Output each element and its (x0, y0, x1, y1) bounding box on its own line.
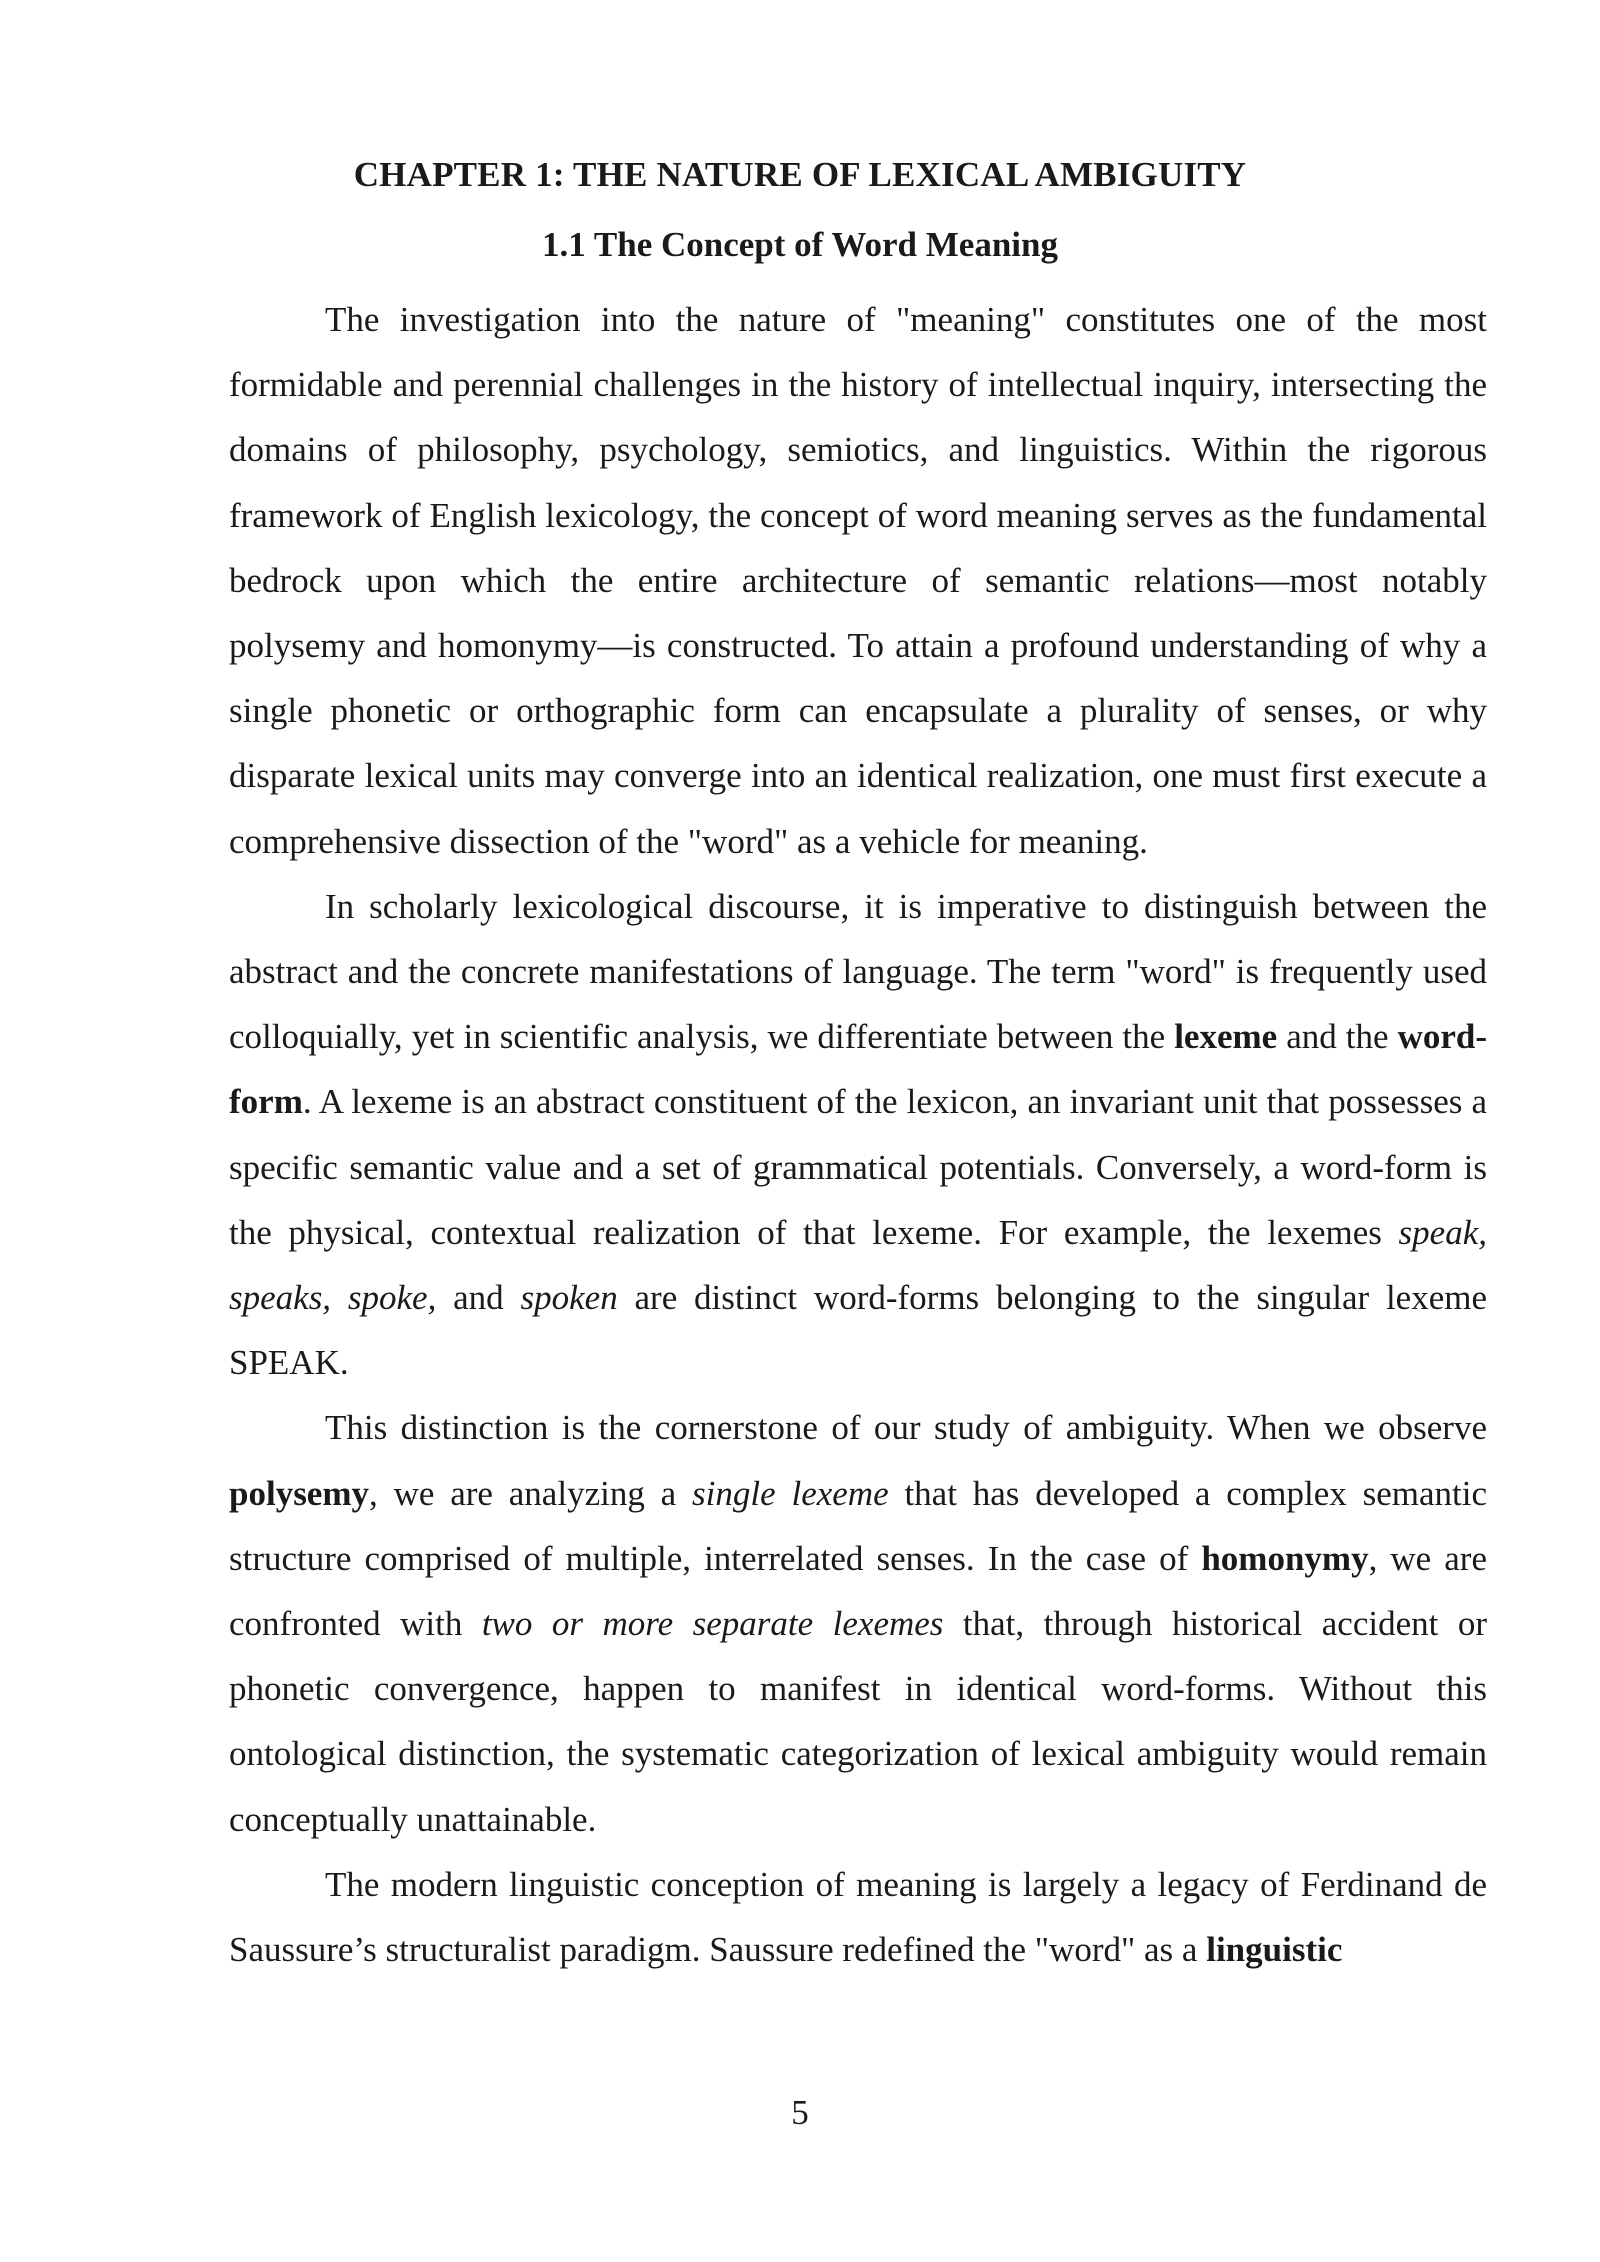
paragraph-2-text-2: and the (1277, 1017, 1398, 1057)
emphasis-separate-lexemes: two or more separate lexemes (481, 1604, 944, 1644)
paragraph-4-text-1: The modern linguistic conception of meaning is largely a legacy of Ferdinand de Saussure’s structuralist paradigm. Saussure redefined the "word" as a (229, 1864, 1487, 1970)
example-spoken: spoken (520, 1278, 618, 1318)
paragraph-1: The investigation into the nature of "meaning" constitutes one of the most formidable and perennial challenges in the history of intellectual inquiry, intersecting the domains of philosophy, psychology, semiotics, and linguistics. Within the rigorous framework of English lexicology, the concept of word meaning serves as the fundamental bedrock upon which the entire architecture of semantic relations—most notably polysemy and homonymy—is constructed. To attain a profound understanding of why a single phonetic or orthographic form can encapsulate a plurality of senses, or why disparate lexical units may converge into an identical realization, one must first execute a comprehensive dissection of the "word" as a vehicle for meaning. (229, 300, 1487, 861)
section-title: 1.1 The Concept of Word Meaning (542, 225, 1058, 264)
term-polysemy: polysemy (229, 1473, 369, 1513)
paragraph-3-text-4: , we are confronted with (229, 1538, 1488, 1644)
emphasis-single-lexeme: single lexeme (692, 1473, 889, 1513)
paragraph-2 (229, 874, 1487, 1396)
paragraph-2-text-1: In scholarly lexicological discourse, it is imperative to distinguish between the abstract and the concrete manifestations of language. The term "word" is frequently used colloquially, yet in scientific analysis, we differentiate between the (229, 886, 1487, 1057)
paragraph-2-text-5: are distinct word-forms belonging to the singular lexeme SPEAK. (229, 1278, 1487, 1383)
term-lexeme: lexeme (1174, 1017, 1278, 1057)
term-homonymy: homonymy (1201, 1538, 1369, 1578)
paragraph-3-text-5: that, through historical accident or phonetic convergence, happen to manifest in identical word-forms. Without this ontological distinction, the systematic categorization of lexical ambiguity would remain conceptually unattainable. (229, 1604, 1487, 1839)
term-word-form: word-form (229, 1017, 1487, 1122)
paragraph-2-text-3: . A lexeme is an abstract constituent of the lexicon, an invariant unit that possesses a specific semantic value and a set of grammatical potentials. Conversely, a word-form is the physical, contextual realization of that lexeme. For example, the lexemes (229, 1082, 1487, 1252)
chapter-title: CHAPTER 1: THE NATURE OF LEXICAL AMBIGUITY (353, 155, 1247, 194)
paragraph-3-text-1: This distinction is the cornerstone of our study of ambiguity. When we observe (325, 1408, 1487, 1448)
paragraph-2-text-4: and (436, 1278, 521, 1318)
paragraph-3-text-3: that has developed a complex semantic structure comprised of multiple, interrelated senses. In the case of (229, 1473, 1488, 1578)
example-word-forms: speak, speaks, spoke, (229, 1212, 1487, 1318)
term-linguistic: linguistic (1206, 1930, 1343, 1970)
paragraph-4 (229, 1852, 1487, 1982)
page-number: 5 (791, 2093, 809, 2132)
paragraph-3-text-2: , we are analyzing a (369, 1473, 693, 1513)
paragraph-3 (229, 1395, 1487, 1851)
body-text (229, 287, 1487, 1982)
